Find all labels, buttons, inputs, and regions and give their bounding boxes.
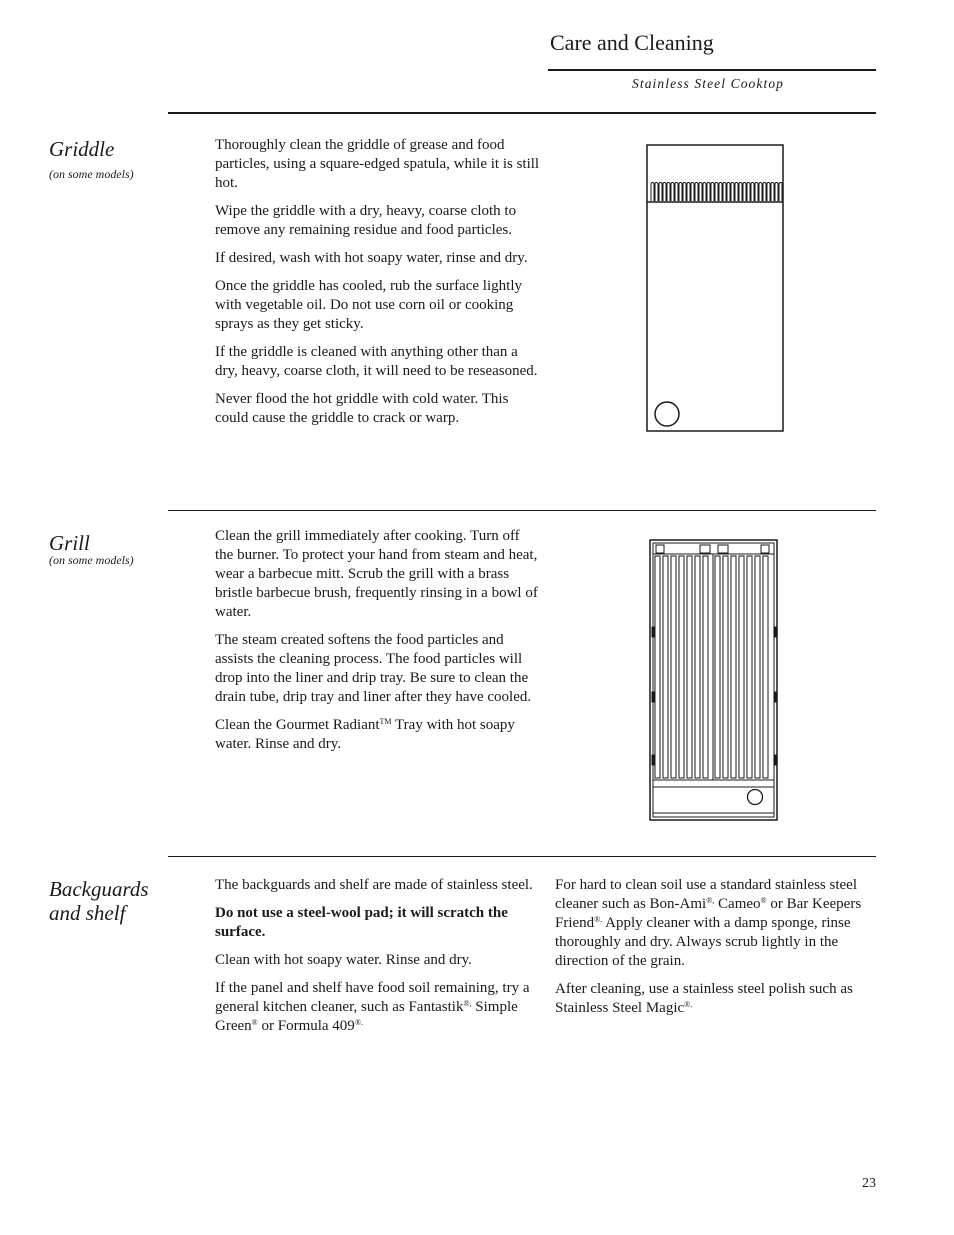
backguards-heading-line2: and shelf: [49, 901, 126, 925]
grill-bar: [655, 556, 660, 778]
backguards-paragraph: After cleaning, use a stainless steel polish such as Stainless Steel Magic®.: [555, 981, 853, 1016]
grill-bar: [695, 556, 700, 778]
grill-bar: [731, 556, 736, 778]
backguards-text-left: [215, 876, 535, 1045]
grill-bar: [723, 556, 728, 778]
backguards-heading-line1: Backguards: [49, 877, 149, 901]
grill-bar: [755, 556, 760, 778]
title-rule: [548, 69, 876, 71]
grill-note: (on some models): [49, 553, 134, 567]
grill-illustration: [647, 537, 781, 823]
grill-bar: [703, 556, 708, 778]
griddle-paragraph: If the griddle is cleaned with anything other than a dry, heavy, coarse cloth, it will need to be reseasoned.: [215, 344, 538, 379]
griddle-paragraph: If desired, wash with hot soapy water, rinse and dry.: [215, 250, 528, 266]
grill-tab: [775, 692, 777, 702]
griddle-paragraph: Thoroughly clean the griddle of grease and food particles, using a square-edged spatula, while it is still hot.: [215, 137, 540, 191]
backguards-paragraph: Clean with hot soapy water. Rinse and dry.: [215, 952, 472, 968]
griddle-paragraph: Once the griddle has cooled, rub the surface lightly with vegetable oil. Do not use corn oil or cooking sprays as they get sticky.: [215, 278, 522, 332]
grill-bar: [663, 556, 668, 778]
griddle-note: (on some models): [49, 167, 134, 181]
grill-tab: [652, 755, 654, 765]
grill-bar: [679, 556, 684, 778]
griddle-paragraph: Never flood the hot griddle with cold water. This could cause the griddle to crack or warp.: [215, 391, 509, 426]
griddle-paragraph: Wipe the griddle with a dry, heavy, coarse cloth to remove any remaining residue and food particles.: [215, 203, 517, 238]
grill-bar: [671, 556, 676, 778]
grill-text: [215, 527, 540, 763]
backguards-paragraph: The backguards and shelf are made of stainless steel.: [215, 877, 533, 893]
grill-tab: [652, 692, 654, 702]
section-divider-backguards: [168, 856, 876, 857]
griddle-heading: Griddle: [49, 137, 115, 161]
grill-bar: [763, 556, 768, 778]
section-divider-grill: [168, 510, 876, 511]
page-subtitle: Stainless Steel Cooktop: [632, 76, 785, 91]
grill-heading: Grill: [49, 531, 90, 555]
backguards-paragraph: If the panel and shelf have food soil remaining, try a general kitchen cleaner, such as Fantastik®, Simple Green® or Formula 409®.: [215, 980, 530, 1034]
griddle-text: [215, 136, 540, 437]
griddle-illustration: [644, 142, 786, 434]
grill-paragraph: Clean the Gourmet Radiant™ Tray with hot soapy water. Rinse and dry.: [215, 717, 515, 752]
grill-tab: [775, 627, 777, 637]
grill-bar: [687, 556, 692, 778]
backguards-text-right: [555, 876, 877, 1027]
backguards-paragraph: For hard to clean soil use a standard stainless steel cleaner such as Bon-Ami®, Cameo® or Bar Keepers Friend®. Apply cleaner with a damp sponge, rinse thoroughly and dry. Always scrub lightly in the direction of the grain.: [555, 877, 862, 969]
backguards-heading: [49, 877, 149, 925]
grill-bar: [739, 556, 744, 778]
section-divider-top: [168, 112, 876, 114]
page-title: Care and Cleaning: [550, 30, 714, 55]
grill-paragraph: Clean the grill immediately after cooking. Turn off the burner. To protect your hand from steam and heat, wear a barbecue mitt. Scrub the grill with a brass bristle barbecue brush, frequently rinsing in a bowl of water.: [215, 528, 538, 620]
grill-tab: [652, 627, 654, 637]
backguards-warning: Do not use a steel-wool pad; it will scratch the surface.: [215, 905, 508, 940]
grill-tab: [775, 755, 777, 765]
grill-paragraph: The steam created softens the food particles and assists the cleaning process. The food particles will drop into the liner and drip tray. Be sure to clean the drain tube, drip tray and liner after they have cooled.: [215, 632, 532, 705]
page-number: 23: [862, 1176, 876, 1191]
grill-bar: [715, 556, 720, 778]
grill-bar: [747, 556, 752, 778]
